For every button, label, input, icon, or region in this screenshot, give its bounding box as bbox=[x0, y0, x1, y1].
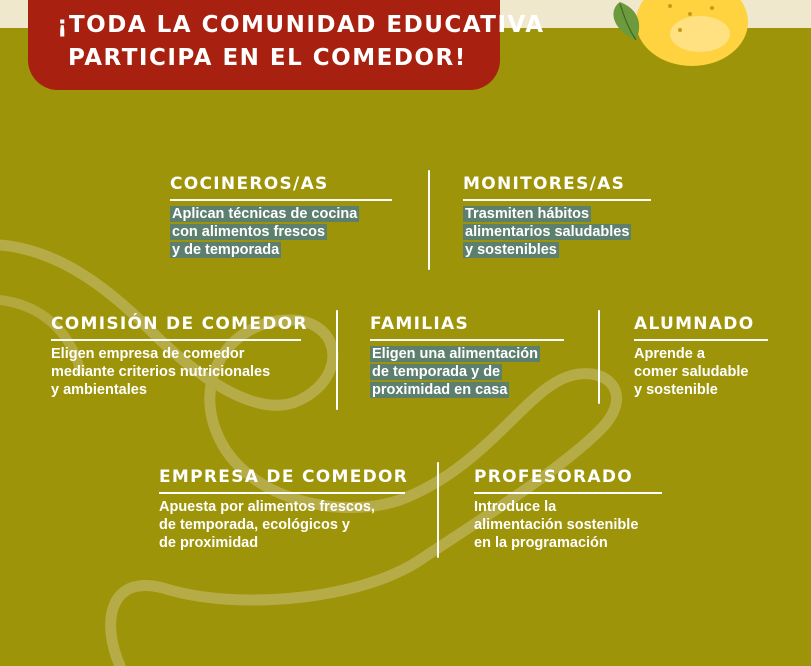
group-cocineros bbox=[170, 174, 395, 270]
highlighted-line: de temporada y de bbox=[372, 364, 501, 380]
group-description: Eligen empresa de comedor mediante criterios nutricionales y ambientales bbox=[51, 346, 271, 398]
title-underline bbox=[634, 339, 768, 341]
title-underline bbox=[463, 199, 651, 201]
banner bbox=[28, 0, 545, 90]
highlighted-line: Eligen una alimentación bbox=[372, 346, 538, 362]
group-title: EMPRESA DE COMEDOR bbox=[159, 467, 409, 487]
leaf-icon bbox=[613, 2, 639, 40]
group-monitores bbox=[463, 174, 663, 270]
group-title: COMISIÓN DE COMEDOR bbox=[51, 314, 308, 334]
group-description: Introduce la alimentación sostenible en la programación bbox=[474, 499, 639, 551]
group-title: MONITORES/AS bbox=[463, 174, 626, 194]
highlighted-line: y de temporada bbox=[172, 242, 280, 258]
banner-title-line-1: ¡TODA LA COMUNIDAD EDUCATIVA bbox=[57, 12, 545, 38]
group-description bbox=[170, 205, 359, 259]
group-title: ALUMNADO bbox=[634, 314, 755, 334]
divider bbox=[336, 310, 338, 410]
highlighted-line: y sostenibles bbox=[465, 242, 557, 258]
title-underline bbox=[170, 199, 392, 201]
group-description bbox=[370, 345, 540, 399]
highlighted-line: Aplican técnicas de cocina bbox=[172, 206, 358, 222]
highlighted-line: Trasmiten hábitos bbox=[465, 206, 590, 222]
title-underline bbox=[51, 339, 301, 341]
lemon-icon bbox=[636, 0, 748, 66]
highlighted-line: proximidad en casa bbox=[372, 382, 508, 398]
title-underline bbox=[370, 339, 564, 341]
divider bbox=[428, 170, 430, 270]
banner-title-line-2: PARTICIPA EN EL COMEDOR! bbox=[68, 45, 467, 71]
group-empresa bbox=[159, 467, 409, 563]
group-title: COCINEROS/AS bbox=[170, 174, 329, 194]
group-description: Apuesta por alimentos frescos, de temporada, ecológicos y de proximidad bbox=[159, 499, 375, 551]
group-profesorado bbox=[474, 467, 674, 563]
group-title: FAMILIAS bbox=[370, 314, 470, 334]
title-underline bbox=[474, 492, 662, 494]
group-title: PROFESORADO bbox=[474, 467, 634, 487]
group-alumnado bbox=[634, 314, 784, 410]
group-familias bbox=[370, 314, 570, 410]
title-underline bbox=[159, 492, 405, 494]
group-description: Aprende a comer saludable y sostenible bbox=[634, 346, 749, 398]
divider bbox=[437, 462, 439, 558]
group-description bbox=[463, 205, 631, 259]
divider bbox=[598, 310, 600, 404]
highlighted-line: alimentarios saludables bbox=[465, 224, 630, 240]
highlighted-line: con alimentos frescos bbox=[172, 224, 326, 240]
swirl-decoration bbox=[0, 245, 617, 666]
group-comision bbox=[51, 314, 311, 410]
